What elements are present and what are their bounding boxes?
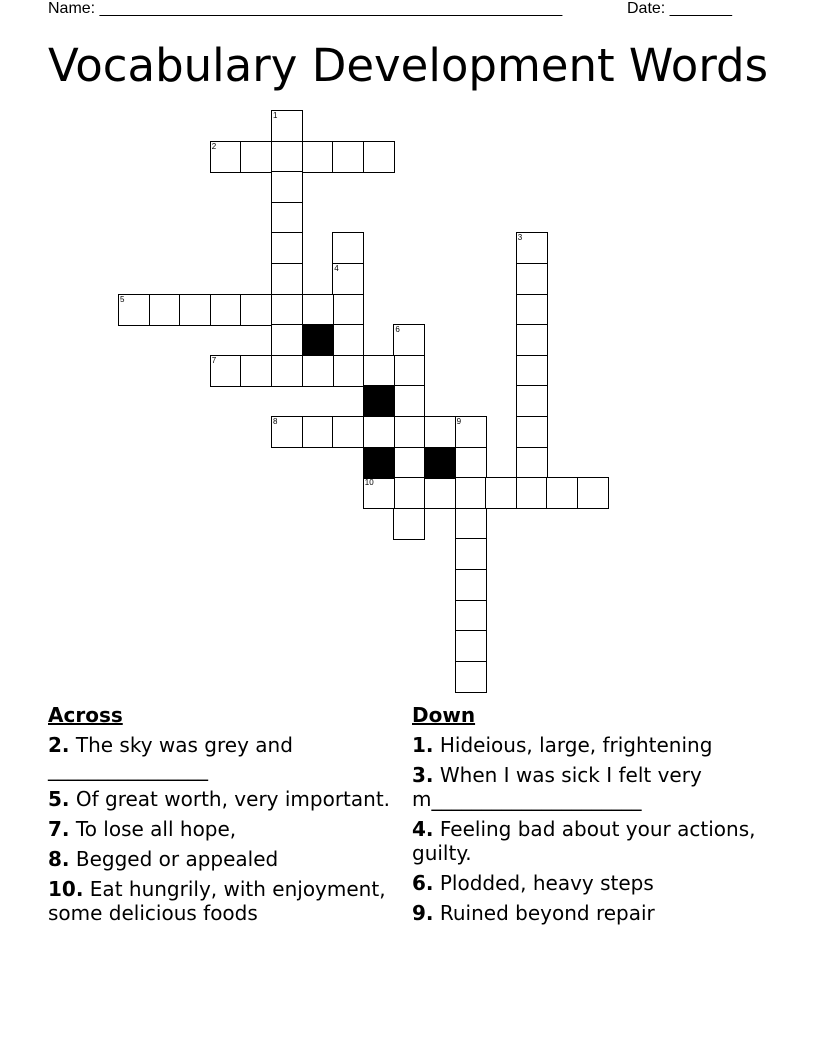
grid-cell[interactable] bbox=[332, 141, 364, 173]
grid-cell[interactable] bbox=[271, 416, 303, 448]
clue-down-9: 9. Ruined beyond repair bbox=[412, 901, 655, 925]
clue-number-4: 4 bbox=[334, 264, 339, 273]
clue-number-2: 2 bbox=[211, 141, 217, 151]
clue-number-9: 9 bbox=[456, 417, 462, 426]
clue-down-3: 3. When I was sick I felt very m_____________________ bbox=[412, 763, 702, 811]
clue-number-7: 7 bbox=[211, 355, 217, 365]
clue-down-6: 6. Plodded, heavy steps bbox=[412, 871, 654, 895]
clue-number-5: 5 bbox=[120, 294, 125, 304]
clue-number-1: 1 bbox=[273, 111, 278, 120]
grid-cell[interactable] bbox=[455, 661, 487, 693]
grid-block bbox=[363, 385, 395, 417]
grid-cell[interactable] bbox=[516, 232, 548, 264]
grid-cell[interactable] bbox=[210, 355, 242, 387]
grid-cell[interactable] bbox=[455, 416, 487, 448]
clue-across-10: 10. Eat hungrily, with enjoyment, some delicious foods bbox=[48, 877, 386, 925]
grid-cell[interactable] bbox=[271, 171, 303, 203]
clue-down-1: 1. Hideious, large, frightening bbox=[412, 733, 713, 757]
clue-number-3: 3 bbox=[517, 233, 523, 243]
grid-cell[interactable] bbox=[393, 324, 425, 356]
grid-cell[interactable] bbox=[302, 355, 334, 387]
grid-cell[interactable] bbox=[332, 416, 364, 448]
grid-cell[interactable] bbox=[393, 508, 425, 540]
grid-cell[interactable] bbox=[516, 355, 548, 387]
grid-cell[interactable] bbox=[393, 355, 425, 387]
grid-cell[interactable] bbox=[210, 141, 242, 173]
clue-across-8: 8. Begged or appealed bbox=[48, 847, 279, 871]
grid-cell[interactable] bbox=[179, 294, 211, 326]
grid-cell[interactable] bbox=[546, 477, 578, 509]
grid-cell[interactable] bbox=[516, 477, 548, 509]
grid-cell[interactable] bbox=[516, 447, 548, 479]
grid-cell[interactable] bbox=[332, 355, 364, 387]
grid-cell[interactable] bbox=[240, 294, 272, 326]
grid-cell[interactable] bbox=[485, 477, 517, 509]
grid-cell[interactable] bbox=[455, 569, 487, 601]
grid-cell[interactable] bbox=[393, 416, 425, 448]
grid-block bbox=[424, 447, 456, 479]
grid-cell[interactable] bbox=[332, 294, 364, 326]
grid-cell[interactable] bbox=[332, 232, 364, 264]
grid-cell[interactable] bbox=[455, 630, 487, 662]
grid-cell[interactable] bbox=[516, 294, 548, 326]
grid-cell[interactable] bbox=[577, 477, 609, 509]
grid-block bbox=[302, 324, 334, 356]
grid-cell[interactable] bbox=[455, 508, 487, 540]
grid-cell[interactable] bbox=[455, 477, 487, 509]
across-clues bbox=[48, 703, 408, 925]
grid-cell[interactable] bbox=[393, 447, 425, 479]
date-line: Date: _______ bbox=[627, 0, 732, 17]
grid-cell[interactable] bbox=[302, 294, 334, 326]
clue-across-5: 5. Of great worth, very important. bbox=[48, 787, 391, 811]
down-clues bbox=[412, 703, 772, 925]
grid-cell[interactable] bbox=[271, 202, 303, 234]
clue-across-2: 2. The sky was grey and ________________ bbox=[48, 733, 293, 781]
across-heading: Across bbox=[48, 703, 123, 727]
name-line: Name: ____________________________________________________ bbox=[48, 0, 563, 17]
grid-cell[interactable] bbox=[271, 294, 303, 326]
grid-cell[interactable] bbox=[271, 324, 303, 356]
grid-cell[interactable] bbox=[302, 141, 334, 173]
grid-cell[interactable] bbox=[149, 294, 181, 326]
clue-down-4: 4. Feeling bad about your actions, guilty. bbox=[412, 817, 756, 865]
clue-number-6: 6 bbox=[395, 325, 400, 335]
grid-cell[interactable] bbox=[424, 416, 456, 448]
grid-cell[interactable] bbox=[363, 141, 395, 173]
clue-number-8: 8 bbox=[273, 417, 278, 426]
grid-cell[interactable] bbox=[516, 416, 548, 448]
grid-cell[interactable] bbox=[271, 263, 303, 295]
grid-cell[interactable] bbox=[455, 447, 487, 479]
grid-cell[interactable] bbox=[516, 263, 548, 295]
clue-number-10: 10 bbox=[364, 478, 374, 488]
grid-cell[interactable] bbox=[424, 477, 456, 509]
grid-cell[interactable] bbox=[393, 385, 425, 417]
grid-cell[interactable] bbox=[455, 600, 487, 632]
grid-cell[interactable] bbox=[302, 416, 334, 448]
clue-across-7: 7. To lose all hope, bbox=[48, 817, 237, 841]
grid-cell[interactable] bbox=[516, 385, 548, 417]
grid-cell[interactable] bbox=[271, 355, 303, 387]
grid-block bbox=[363, 447, 395, 479]
grid-cell[interactable] bbox=[271, 232, 303, 264]
grid-cell[interactable] bbox=[516, 324, 548, 356]
grid-cell[interactable] bbox=[240, 355, 272, 387]
grid-cell[interactable] bbox=[455, 538, 487, 570]
grid-cell[interactable] bbox=[271, 110, 303, 142]
grid-cell[interactable] bbox=[271, 141, 303, 173]
grid-cell[interactable] bbox=[332, 263, 364, 295]
grid-cell[interactable] bbox=[363, 477, 395, 509]
page-title: Vocabulary Development Words bbox=[47, 39, 769, 92]
grid-cell[interactable] bbox=[332, 324, 364, 356]
down-heading: Down bbox=[412, 703, 476, 727]
grid-cell[interactable] bbox=[393, 477, 425, 509]
grid-cell[interactable] bbox=[363, 355, 395, 387]
grid-cell[interactable] bbox=[118, 294, 150, 326]
grid-cell[interactable] bbox=[210, 294, 242, 326]
grid-cell[interactable] bbox=[363, 416, 395, 448]
grid-cell[interactable] bbox=[240, 141, 272, 173]
